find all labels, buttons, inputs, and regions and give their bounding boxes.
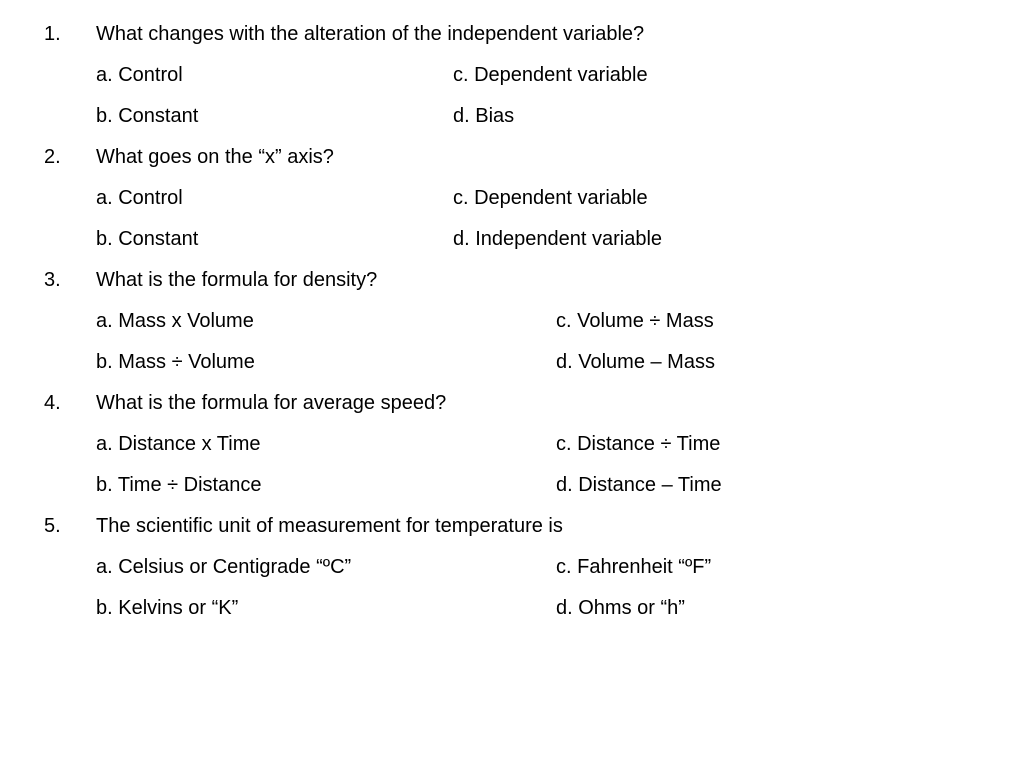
option-b: b. Mass ÷ Volume — [96, 351, 255, 373]
option-d: d. Volume – Mass — [556, 351, 715, 373]
question-3 — [0, 260, 1024, 301]
option-d: d. Distance – Time — [556, 474, 722, 496]
option-b: b. Kelvins or “K” — [96, 597, 239, 619]
question-3-options-row-1 — [0, 301, 1024, 342]
option-d: d. Independent variable — [453, 228, 663, 250]
option-a: a. Mass x Volume — [96, 310, 254, 332]
option-a: a. Control — [96, 187, 183, 209]
question-number: 2. — [44, 146, 61, 168]
question-2 — [0, 137, 1024, 178]
question-4-options-row-2 — [0, 465, 1024, 506]
option-c: c. Dependent variable — [453, 187, 648, 209]
option-b: b. Constant — [96, 105, 199, 127]
question-5-options-row-2 — [0, 588, 1024, 629]
question-number: 3. — [44, 269, 61, 291]
question-2-options-row-1 — [0, 178, 1024, 219]
question-1-options-row-1 — [0, 55, 1024, 96]
option-c: c. Volume ÷ Mass — [556, 310, 714, 332]
option-c: c. Fahrenheit “ºF” — [556, 556, 712, 578]
question-4-options-row-1 — [0, 424, 1024, 465]
question-1-options-row-2 — [0, 96, 1024, 137]
option-a: a. Control — [96, 64, 183, 86]
question-4 — [0, 383, 1024, 424]
question-text: What goes on the “x” axis? — [96, 146, 334, 168]
question-text: The scientific unit of measurement for temperature is — [96, 515, 563, 537]
question-number: 4. — [44, 392, 61, 414]
option-c: c. Dependent variable — [453, 64, 648, 86]
question-number: 1. — [44, 23, 61, 45]
option-b: b. Time ÷ Distance — [96, 474, 262, 496]
question-3-options-row-2 — [0, 342, 1024, 383]
option-c: c. Distance ÷ Time — [556, 433, 721, 455]
option-a: a. Celsius or Centigrade “ºC” — [96, 556, 352, 578]
option-d: d. Bias — [453, 105, 515, 127]
question-5-options-row-1 — [0, 547, 1024, 588]
option-d: d. Ohms or “h” — [556, 597, 685, 619]
option-a: a. Distance x Time — [96, 433, 261, 455]
question-1 — [0, 14, 1024, 55]
question-5 — [0, 506, 1024, 547]
question-text: What is the formula for average speed? — [96, 392, 447, 414]
question-text: What changes with the alteration of the independent variable? — [96, 23, 645, 45]
question-text: What is the formula for density? — [96, 269, 378, 291]
question-2-options-row-2 — [0, 219, 1024, 260]
question-number: 5. — [44, 515, 61, 537]
option-b: b. Constant — [96, 228, 199, 250]
